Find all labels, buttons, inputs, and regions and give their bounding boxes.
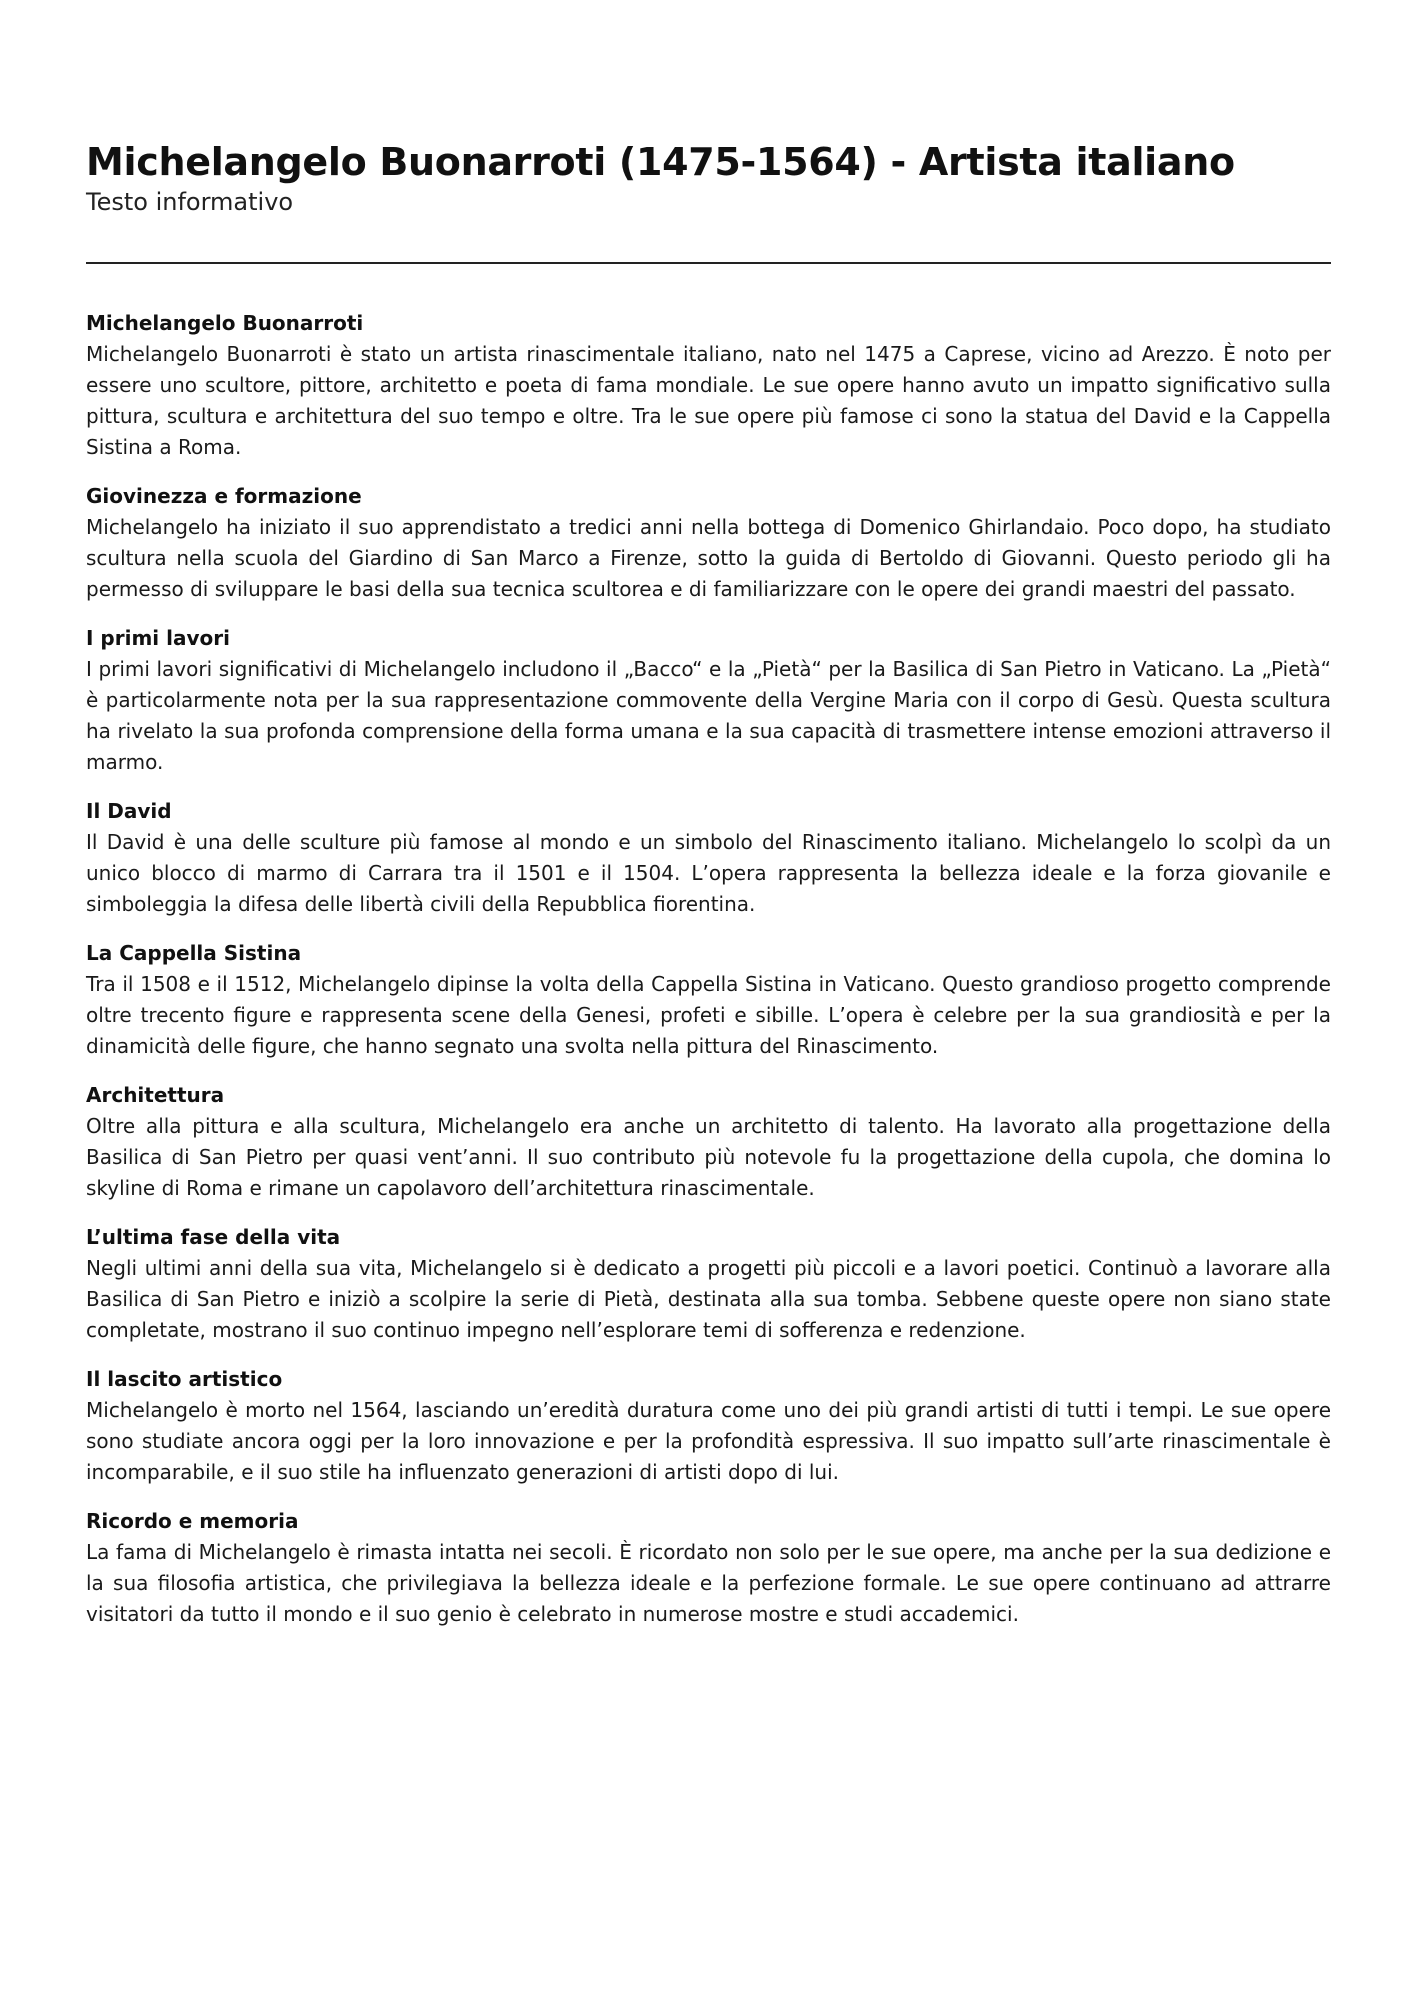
section-il-lascito-artistico bbox=[86, 1364, 1331, 1488]
section-body: I primi lavori significativi di Michelangelo includono il „Bacco“ e la „Pietà“ per la Basilica di San Pietro in Vaticano. La „Pietà“ è particolarmente nota per la sua rappresentazione commovente della Vergine Maria con il corpo di Gesù. Questa scultura ha rivelato la sua profonda comprensione della forma umana e la sua capacità di trasmettere intense emozioni attraverso il marmo. bbox=[86, 657, 1331, 774]
section-heading: Michelangelo Buonarroti bbox=[86, 311, 364, 335]
section-heading: I primi lavori bbox=[86, 626, 230, 650]
section-body: Il David è una delle sculture più famose al mondo e un simbolo del Rinascimento italiano. Michelangelo lo scolpì da un unico blocco di marmo di Carrara tra il 1501 e il 1504. L’opera rappresenta la bellezza ideale e la forza giovanile e simboleggia la difesa delle libertà civili della Repubblica fiorentina. bbox=[86, 830, 1331, 916]
document-subtitle: Testo informativo bbox=[86, 188, 294, 216]
section-michelangelo-buonarroti bbox=[86, 308, 1331, 463]
section-ricordo-e-memoria bbox=[86, 1506, 1331, 1630]
section-body: Negli ultimi anni della sua vita, Michelangelo si è dedicato a progetti più piccoli e a lavori poetici. Continuò a lavorare alla Basilica di San Pietro e iniziò a scolpire la serie di Pietà, destinata alla sua tomba. Sebbene queste opere non siano state completate, mostrano il suo continuo impegno nell’esplorare temi di sofferenza e redenzione. bbox=[86, 1256, 1331, 1342]
section-heading: Il lascito artistico bbox=[86, 1367, 283, 1391]
section-heading: L’ultima fase della vita bbox=[86, 1225, 341, 1249]
section-body: Tra il 1508 e il 1512, Michelangelo dipinse la volta della Cappella Sistina in Vaticano. Questo grandioso progetto comprende oltre trecento figure e rappresenta scene della Genesi, profeti e sibille. L’opera è celebre per la sua grandiosità e per la dinamicità delle figure, che hanno segnato una svolta nella pittura del Rinascimento. bbox=[86, 972, 1331, 1058]
section-heading: Ricordo e memoria bbox=[86, 1509, 299, 1533]
section-heading: La Cappella Sistina bbox=[86, 941, 302, 965]
document-title: Michelangelo Buonarroti (1475-1564) - Artista italiano bbox=[86, 140, 1235, 184]
section-heading: Giovinezza e formazione bbox=[86, 484, 362, 508]
section-heading: Il David bbox=[86, 799, 172, 823]
section-body: Michelangelo ha iniziato il suo apprendistato a tredici anni nella bottega di Domenico Ghirlandaio. Poco dopo, ha studiato scultura nella scuola del Giardino di San Marco a Firenze, sotto la guida di Bertoldo di Giovanni. Questo periodo gli ha permesso di sviluppare le basi della sua tecnica scultorea e di familiarizzare con le opere dei grandi maestri del passato. bbox=[86, 515, 1331, 601]
section-heading: Architettura bbox=[86, 1083, 225, 1107]
section-body: Oltre alla pittura e alla scultura, Michelangelo era anche un architetto di talento. Ha lavorato alla progettazione della Basilica di San Pietro per quasi vent’anni. Il suo contributo più notevole fu la progettazione della cupola, che domina lo skyline di Roma e rimane un capolavoro dell’architettura rinascimentale. bbox=[86, 1114, 1331, 1200]
section-body: Michelangelo Buonarroti è stato un artista rinascimentale italiano, nato nel 1475 a Caprese, vicino ad Arezzo. È noto per essere uno scultore, pittore, architetto e poeta di fama mondiale. Le sue opere hanno avuto un impatto significativo sulla pittura, scultura e architettura del suo tempo e oltre. Tra le sue opere più famose ci sono la statua del David e la Cappella Sistina a Roma. bbox=[86, 342, 1331, 459]
section-giovinezza-e-formazione bbox=[86, 481, 1331, 605]
sections-container bbox=[86, 308, 1331, 1630]
section-il-david bbox=[86, 796, 1331, 920]
section-ultima-fase-della-vita bbox=[86, 1222, 1331, 1346]
section-architettura bbox=[86, 1080, 1331, 1204]
section-body: Michelangelo è morto nel 1564, lasciando un’eredità duratura come uno dei più grandi artisti di tutti i tempi. Le sue opere sono studiate ancora oggi per la loro innovazione e per la profondità espressiva. Il suo impatto sull’arte rinascimentale è incomparabile, e il suo stile ha influenzato generazioni di artisti dopo di lui. bbox=[86, 1398, 1331, 1484]
section-body: La fama di Michelangelo è rimasta intatta nei secoli. È ricordato non solo per le sue opere, ma anche per la sua dedizione e la sua filosofia artistica, che privilegiava la bellezza ideale e la perfezione formale. Le sue opere continuano ad attrarre visitatori da tutto il mondo e il suo genio è celebrato in numerose mostre e studi accademici. bbox=[86, 1540, 1331, 1626]
document-page bbox=[86, 138, 1331, 1648]
section-i-primi-lavori bbox=[86, 623, 1331, 778]
section-la-cappella-sistina bbox=[86, 938, 1331, 1062]
title-divider bbox=[86, 262, 1331, 264]
